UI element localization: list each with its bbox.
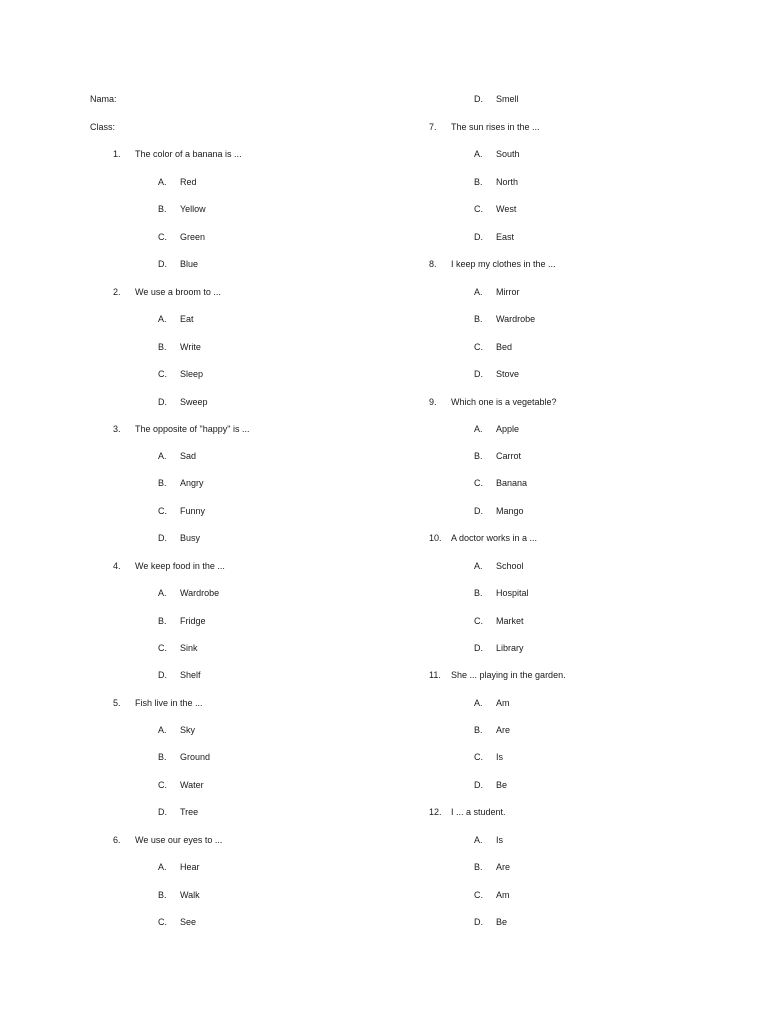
option-3b [158,477,358,489]
option-text: Ground [180,752,211,762]
option-text: Banana [496,478,528,488]
option-2a [158,313,358,325]
option-letter: C. [158,369,167,379]
option-12a [474,834,674,846]
option-text: Stove [496,369,520,379]
option-letter: B. [158,890,167,900]
option-letter: D. [158,397,167,407]
question-text: The color of a banana is ... [135,149,242,159]
option-letter: A. [474,149,483,159]
option-text: Carrot [496,451,522,461]
question-text: She ... playing in the garden. [451,670,566,680]
option-letter: B. [158,204,167,214]
option-text: Be [496,780,508,790]
question-11 [429,669,729,681]
option-text: Busy [180,533,201,543]
question-text: We keep food in the ... [135,561,225,571]
option-4d [158,669,358,681]
question-number: 8. [429,259,437,269]
option-12b [474,861,674,873]
option-text: Tree [180,807,199,817]
option-text: Fridge [180,616,206,626]
option-letter: C. [474,616,483,626]
option-letter: C. [474,752,483,762]
option-letter: A. [474,424,483,434]
option-text: Sink [180,643,198,653]
option-text: South [496,149,520,159]
option-letter: A. [474,287,483,297]
question-text: The sun rises in the ... [451,122,540,132]
option-text: See [180,917,197,927]
option-letter: C. [158,643,167,653]
question-text: I keep my clothes in the ... [451,259,556,269]
option-letter: B. [474,588,483,598]
option-text: Library [496,643,524,653]
option-letter: D. [474,917,483,927]
option-text: Green [180,232,206,242]
option-text: Yellow [180,204,206,214]
option-letter: C. [474,478,483,488]
question-text: Fish live in the ... [135,698,203,708]
option-letter: C. [474,204,483,214]
option-4c [158,642,358,654]
option-4b [158,615,358,627]
question-text: The opposite of "happy" is ... [135,424,250,434]
option-12d [474,916,674,928]
option-letter: D. [158,259,167,269]
option-8a [474,286,674,298]
question-number: 11. [429,670,441,680]
option-5c [158,779,358,791]
option-letter: D. [474,506,483,516]
question-text: A doctor works in a ... [451,533,538,543]
option-text: Am [496,890,510,900]
option-6d [474,93,674,105]
option-8c [474,341,674,353]
option-letter: D. [474,232,483,242]
option-letter: C. [474,890,483,900]
option-1b [158,203,358,215]
option-letter: B. [158,752,167,762]
option-text: Is [496,752,504,762]
option-5a [158,724,358,736]
option-6b [158,889,358,901]
option-2d [158,396,358,408]
option-letter: C. [158,232,167,242]
option-letter: D. [474,94,483,104]
option-text: Smell [496,94,519,104]
option-letter: A. [158,862,167,872]
name-label: Nama: [90,94,117,104]
option-text: Hospital [496,588,529,598]
option-7d [474,231,674,243]
question-text: We use our eyes to ... [135,835,223,845]
question-1 [113,148,393,160]
option-letter: C. [474,342,483,352]
question-2 [113,286,393,298]
option-1d [158,258,358,270]
option-12c [474,889,674,901]
option-letter: C. [158,917,167,927]
option-letter: D. [158,533,167,543]
option-text: Angry [180,478,204,488]
option-5d [158,806,358,818]
option-9a [474,423,674,435]
option-6a [158,861,358,873]
option-text: Water [180,780,204,790]
option-letter: A. [158,451,167,461]
option-text: Mirror [496,287,520,297]
question-10 [429,532,729,544]
option-6c [158,916,358,928]
option-text: Bed [496,342,513,352]
question-9 [429,396,729,408]
option-1c [158,231,358,243]
option-letter: A. [158,725,167,735]
option-2b [158,341,358,353]
question-number: 2. [113,287,121,297]
question-number: 1. [113,149,121,159]
option-text: East [496,232,515,242]
option-10d [474,642,674,654]
option-letter: A. [158,588,167,598]
option-text: Are [496,725,511,735]
option-9b [474,450,674,462]
option-3d [158,532,358,544]
class-label: Class: [90,122,116,132]
option-text: Sky [180,725,196,735]
option-10b [474,587,674,599]
option-text: Am [496,698,510,708]
question-number: 6. [113,835,121,845]
option-8b [474,313,674,325]
option-letter: B. [474,862,483,872]
option-letter: A. [158,177,167,187]
option-text: Market [496,616,524,626]
question-number: 7. [429,122,437,132]
option-text: Blue [180,259,199,269]
option-1a [158,176,358,188]
option-9c [474,477,674,489]
option-letter: B. [158,616,167,626]
question-number: 3. [113,424,121,434]
option-text: Wardrobe [180,588,220,598]
option-letter: A. [474,561,483,571]
option-text: Shelf [180,670,201,680]
option-letter: D. [474,369,483,379]
question-3 [113,423,393,435]
option-text: School [496,561,524,571]
option-text: West [496,204,517,214]
question-4 [113,560,393,572]
option-letter: D. [474,780,483,790]
question-number: 5. [113,698,121,708]
option-7b [474,176,674,188]
question-8 [429,258,729,270]
question-text: I ... a student. [451,807,506,817]
option-text: Write [180,342,201,352]
option-text: Hear [180,862,200,872]
question-text: Which one is a vegetable? [451,397,557,407]
question-5 [113,697,393,709]
option-text: Eat [180,314,194,324]
option-letter: B. [474,725,483,735]
question-12 [429,806,729,818]
question-7 [429,121,729,133]
option-text: Mango [496,506,524,516]
option-letter: D. [474,643,483,653]
question-text: We use a broom to ... [135,287,221,297]
option-text: Apple [496,424,520,434]
option-letter: A. [474,698,483,708]
option-text: Wardrobe [496,314,536,324]
option-11b [474,724,674,736]
option-3c [158,505,358,517]
option-7a [474,148,674,160]
option-4a [158,587,358,599]
question-number: 10. [429,533,442,543]
option-text: Sleep [180,369,204,379]
option-text: Is [496,835,504,845]
option-letter: D. [158,807,167,817]
option-10c [474,615,674,627]
option-letter: C. [158,506,167,516]
option-text: Funny [180,506,206,516]
option-text: Sweep [180,397,208,407]
option-text: Are [496,862,511,872]
option-3a [158,450,358,462]
option-2c [158,368,358,380]
option-11c [474,751,674,763]
option-11d [474,779,674,791]
option-letter: A. [474,835,483,845]
option-letter: B. [474,451,483,461]
option-letter: C. [158,780,167,790]
option-text: Walk [180,890,200,900]
option-text: Be [496,917,508,927]
question-6 [113,834,393,846]
option-5b [158,751,358,763]
option-9d [474,505,674,517]
question-number: 4. [113,561,121,571]
option-11a [474,697,674,709]
question-number: 12. [429,807,442,817]
option-text: North [496,177,519,187]
option-text: Sad [180,451,197,461]
option-10a [474,560,674,572]
option-8d [474,368,674,380]
option-letter: D. [158,670,167,680]
option-text: Red [180,177,197,187]
option-letter: A. [158,314,167,324]
option-letter: B. [474,314,483,324]
option-letter: B. [474,177,483,187]
question-number: 9. [429,397,437,407]
option-7c [474,203,674,215]
option-letter: B. [158,478,167,488]
option-letter: B. [158,342,167,352]
